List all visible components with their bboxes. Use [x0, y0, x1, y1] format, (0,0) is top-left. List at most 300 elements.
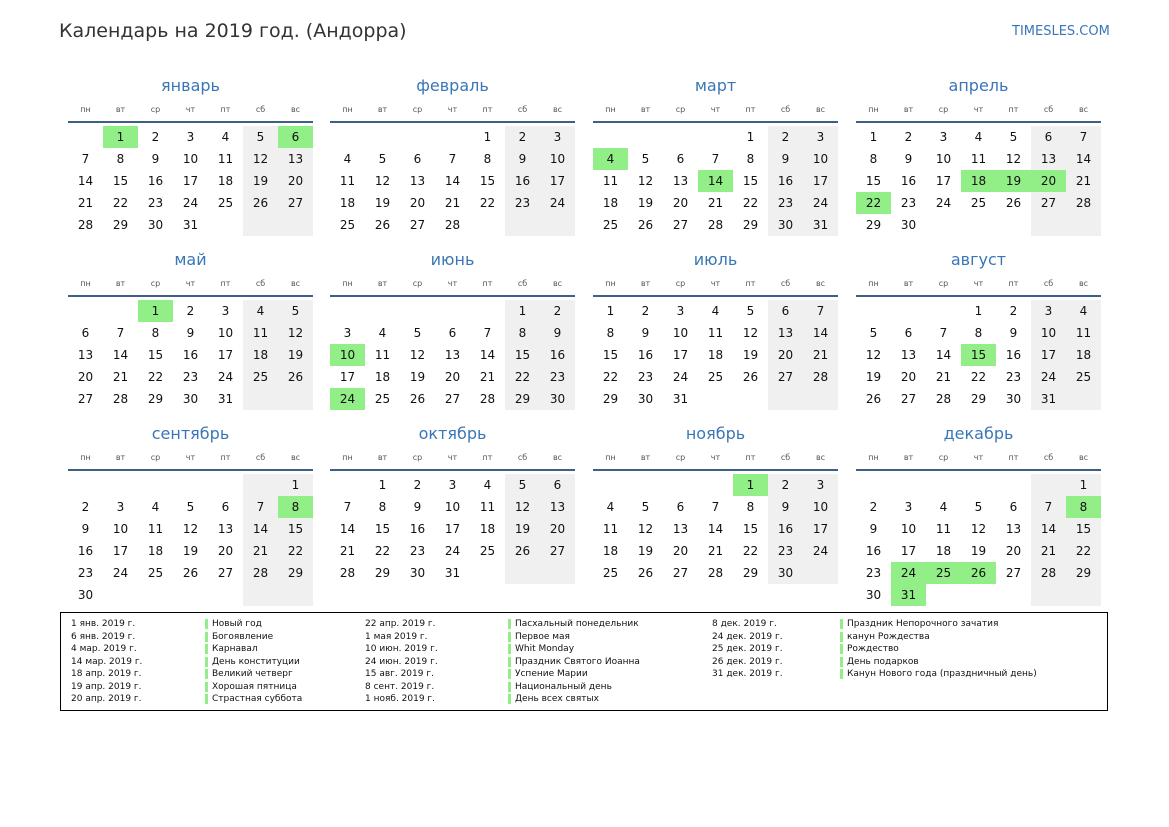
weekday-label: чт [973, 105, 984, 114]
day-cell: 17 [112, 544, 129, 558]
day-cell: 11 [374, 348, 391, 362]
day-cell: 1 [505, 300, 540, 322]
day-cell: 6 [540, 474, 575, 496]
weekday-label: ср [412, 279, 423, 288]
day-cell: 18 [707, 348, 724, 362]
weekday-label: пн [605, 105, 616, 114]
day-cell: 17 [540, 170, 575, 192]
weekday-label: вс [290, 279, 301, 288]
day-cell: 29 [1066, 562, 1101, 584]
day-cell: 2 [904, 130, 913, 144]
day-cell: 13 [278, 148, 313, 170]
day-cell: 27 [1005, 566, 1022, 580]
day-cell: 9 [81, 522, 90, 536]
day-cell: 29 [970, 392, 987, 406]
day-cell: 28 [112, 392, 129, 406]
day-cell: 21 [707, 544, 724, 558]
day-cell: 9 [641, 326, 650, 340]
day-cell: 10 [803, 148, 838, 170]
day-cell: 7 [81, 152, 90, 166]
legend-holiday-name: Рождество [840, 643, 1037, 656]
day-cell: 29 [505, 388, 540, 410]
day-cell: 15 [147, 348, 164, 362]
day-cell: 29 [865, 218, 882, 232]
weekday-header [856, 277, 1101, 291]
day-cell: 17 [217, 348, 234, 362]
month-divider [68, 469, 313, 471]
weekday-label: вс [290, 453, 301, 462]
weekday-label: вс [552, 453, 563, 462]
day-cell: 11 [147, 522, 164, 536]
day-cell: 23 [768, 540, 803, 562]
day-cell: 28 [243, 562, 278, 584]
day-cell: 26 [243, 192, 278, 214]
holiday-day-cell: 22 [856, 192, 891, 214]
weekday-label: пн [342, 453, 353, 462]
day-cell: 3 [186, 130, 195, 144]
day-cell: 19 [970, 544, 987, 558]
day-cell: 18 [147, 544, 164, 558]
day-cell: 21 [243, 540, 278, 562]
weekday-label: сб [780, 279, 791, 288]
day-cell: 9 [869, 522, 878, 536]
day-cell: 15 [1066, 518, 1101, 540]
day-cell: 7 [243, 496, 278, 518]
day-cell: 15 [278, 518, 313, 540]
day-cell: 4 [221, 130, 230, 144]
weekday-label: ср [938, 279, 949, 288]
day-cell: 28 [479, 392, 496, 406]
day-cell: 22 [1066, 540, 1101, 562]
day-cell: 28 [707, 566, 724, 580]
legend-date: 1 нояб. 2019 г. [365, 694, 436, 704]
day-cell: 29 [278, 562, 313, 584]
day-cell: 30 [540, 388, 575, 410]
weekday-label: пт [220, 105, 231, 114]
legend-date: 25 дек. 2019 г. [712, 644, 783, 654]
legend-holiday-name: Страстная суббота [205, 693, 302, 706]
day-cell: 20 [278, 170, 313, 192]
day-cell: 12 [1005, 152, 1022, 166]
day-cell: 5 [413, 326, 422, 340]
day-cell: 10 [217, 326, 234, 340]
day-cell: 28 [444, 218, 461, 232]
day-cell: 14 [77, 174, 94, 188]
day-cell: 28 [1066, 192, 1101, 214]
day-cell: 31 [1031, 388, 1066, 410]
day-cell: 21 [935, 370, 952, 384]
day-cell: 10 [540, 148, 575, 170]
day-cell: 12 [970, 522, 987, 536]
day-cell: 20 [444, 370, 461, 384]
day-cell: 31 [182, 218, 199, 232]
weekday-label: чт [710, 279, 721, 288]
day-cell: 4 [483, 478, 492, 492]
day-cell: 2 [768, 474, 803, 496]
day-cell: 8 [378, 500, 387, 514]
day-cell: 1 [278, 474, 313, 496]
day-cell: 25 [602, 566, 619, 580]
weekend-cell [1066, 214, 1101, 236]
day-cell: 19 [374, 196, 391, 210]
day-cell: 15 [742, 174, 759, 188]
day-cell: 25 [1066, 366, 1101, 388]
day-cell: 5 [641, 152, 650, 166]
day-cell: 12 [505, 496, 540, 518]
month-title: сентябрь [151, 424, 230, 443]
holiday-day-cell: 10 [330, 344, 365, 366]
day-cell: 17 [672, 348, 689, 362]
day-cell: 26 [374, 218, 391, 232]
month-divider [856, 121, 1101, 123]
month-title: июнь [430, 250, 475, 269]
day-cell: 10 [935, 152, 952, 166]
weekday-label: ср [150, 453, 161, 462]
weekday-label: пт [1008, 453, 1019, 462]
weekday-label: ср [938, 105, 949, 114]
month-divider [68, 121, 313, 123]
legend-holiday-name: Национальный день [508, 681, 640, 694]
day-cell: 13 [1005, 522, 1022, 536]
day-cell: 7 [483, 326, 492, 340]
day-cell: 20 [77, 370, 94, 384]
day-cell: 1 [378, 478, 387, 492]
day-cell: 20 [1005, 544, 1022, 558]
day-cell: 26 [505, 540, 540, 562]
day-cell: 29 [602, 392, 619, 406]
day-cell: 16 [1005, 348, 1022, 362]
day-cell: 3 [803, 474, 838, 496]
holiday-day-cell: 26 [961, 562, 996, 584]
day-cell: 24 [182, 196, 199, 210]
day-cell: 22 [374, 544, 391, 558]
day-cell: 4 [243, 300, 278, 322]
day-cell: 5 [278, 300, 313, 322]
day-cell: 22 [505, 366, 540, 388]
day-cell: 21 [112, 370, 129, 384]
day-cell: 18 [1066, 344, 1101, 366]
day-cell: 12 [637, 174, 654, 188]
weekday-label: чт [447, 279, 458, 288]
day-cell: 27 [444, 392, 461, 406]
day-cell: 7 [343, 500, 352, 514]
day-cell: 27 [1031, 192, 1066, 214]
day-cell: 13 [900, 348, 917, 362]
legend-date: 4 мар. 2019 г. [71, 644, 137, 654]
day-cell: 4 [606, 500, 615, 514]
day-cell: 2 [869, 500, 878, 514]
day-cell: 25 [217, 196, 234, 210]
holiday-day-cell: 31 [891, 584, 926, 606]
day-cell: 27 [217, 566, 234, 580]
month-title: февраль [416, 76, 489, 95]
day-cell: 6 [768, 300, 803, 322]
day-cell: 27 [77, 392, 94, 406]
day-cell: 23 [865, 566, 882, 580]
day-cell: 10 [444, 500, 461, 514]
weekday-label: пт [220, 453, 231, 462]
day-cell: 6 [904, 326, 913, 340]
day-cell: 25 [970, 196, 987, 210]
day-cell: 4 [939, 500, 948, 514]
weekend-cell [278, 584, 313, 606]
weekday-label: чт [973, 453, 984, 462]
day-cell: 6 [221, 500, 230, 514]
day-cell: 30 [409, 566, 426, 580]
day-cell: 29 [742, 218, 759, 232]
weekday-label: вс [1078, 105, 1089, 114]
holiday-day-cell: 6 [278, 126, 313, 148]
legend-holiday-name: Богоявление [205, 631, 302, 644]
legend-holiday-name: Праздник Непорочного зачатия [840, 618, 1037, 631]
day-cell: 24 [1031, 366, 1066, 388]
weekday-label: сб [1043, 279, 1054, 288]
day-cell: 28 [935, 392, 952, 406]
legend-holiday-name: Великий четверг [205, 668, 302, 681]
weekday-header [68, 277, 313, 291]
day-cell: 28 [803, 366, 838, 388]
day-cell: 5 [641, 500, 650, 514]
weekend-cell [803, 562, 838, 584]
holiday-day-cell: 15 [961, 344, 996, 366]
month-title: ноябрь [685, 424, 746, 443]
day-cell: 21 [444, 196, 461, 210]
month-title: январь [161, 76, 220, 95]
legend-holiday-name: День подарков [840, 656, 1037, 669]
day-cell: 6 [1031, 126, 1066, 148]
day-cell: 11 [707, 326, 724, 340]
day-cell: 2 [186, 304, 195, 318]
day-cell: 4 [1066, 300, 1101, 322]
day-cell: 23 [900, 196, 917, 210]
month-title: июль [693, 250, 738, 269]
day-cell: 16 [409, 522, 426, 536]
day-cell: 10 [900, 522, 917, 536]
day-cell: 30 [768, 562, 803, 584]
legend-date: 24 дек. 2019 г. [712, 631, 783, 642]
day-cell: 31 [672, 392, 689, 406]
weekend-cell [243, 388, 278, 410]
weekday-header [68, 451, 313, 465]
weekday-label: чт [447, 453, 458, 462]
day-cell: 17 [182, 174, 199, 188]
day-cell: 26 [637, 566, 654, 580]
day-cell: 16 [540, 344, 575, 366]
holiday-day-cell: 25 [926, 562, 961, 584]
weekday-header [856, 451, 1101, 465]
day-cell: 19 [865, 370, 882, 384]
day-cell: 12 [374, 174, 391, 188]
day-cell: 22 [970, 370, 987, 384]
weekday-label: вт [377, 105, 388, 114]
legend-dates-column [71, 618, 142, 706]
day-cell: 18 [602, 544, 619, 558]
day-cell: 17 [803, 170, 838, 192]
weekday-label: пн [868, 453, 879, 462]
day-cell: 17 [935, 174, 952, 188]
legend-holiday-name: День всех святых [508, 693, 640, 706]
day-cell: 13 [409, 174, 426, 188]
day-cell: 9 [904, 152, 913, 166]
weekday-header [856, 103, 1101, 117]
day-cell: 11 [217, 152, 234, 166]
day-cell: 8 [151, 326, 160, 340]
day-cell: 24 [803, 192, 838, 214]
day-cell: 19 [637, 544, 654, 558]
legend-holiday-name: Первое мая [508, 631, 640, 644]
day-cell: 6 [413, 152, 422, 166]
weekday-header [68, 103, 313, 117]
day-cell: 11 [935, 522, 952, 536]
legend-date: 6 янв. 2019 г. [71, 631, 136, 642]
day-cell: 9 [413, 500, 422, 514]
weekday-label: ср [412, 453, 423, 462]
day-cell: 21 [803, 344, 838, 366]
day-cell: 23 [505, 192, 540, 214]
holiday-day-cell: 14 [698, 170, 733, 192]
weekday-label: вт [377, 453, 388, 462]
weekday-label: вт [377, 279, 388, 288]
day-cell: 27 [540, 540, 575, 562]
weekday-label: пт [482, 279, 493, 288]
weekday-label: пн [80, 279, 91, 288]
month-divider [330, 121, 575, 123]
weekday-label: пт [220, 279, 231, 288]
day-cell: 26 [1005, 196, 1022, 210]
holiday-day-cell: 24 [330, 388, 365, 410]
day-cell: 8 [116, 152, 125, 166]
day-cell: 22 [147, 370, 164, 384]
day-cell: 11 [339, 174, 356, 188]
month-divider [330, 295, 575, 297]
day-cell: 19 [742, 348, 759, 362]
day-cell: 16 [77, 544, 94, 558]
day-cell: 5 [974, 500, 983, 514]
day-cell: 27 [672, 566, 689, 580]
day-cell: 1 [746, 130, 755, 144]
day-cell: 8 [505, 322, 540, 344]
day-cell: 9 [768, 496, 803, 518]
weekend-cell [243, 474, 278, 496]
day-cell: 8 [746, 152, 755, 166]
day-cell: 23 [182, 370, 199, 384]
weekend-cell [278, 214, 313, 236]
month-title: май [174, 250, 207, 269]
weekday-label: чт [710, 105, 721, 114]
day-cell: 1 [606, 304, 615, 318]
day-cell: 11 [602, 522, 619, 536]
day-cell: 22 [112, 196, 129, 210]
holiday-day-cell: 4 [593, 148, 628, 170]
weekday-label: пн [605, 279, 616, 288]
day-cell: 9 [768, 148, 803, 170]
holiday-day-cell: 19 [996, 170, 1031, 192]
weekday-label: чт [710, 453, 721, 462]
weekday-label: пн [342, 279, 353, 288]
day-cell: 30 [182, 392, 199, 406]
day-cell: 5 [746, 304, 755, 318]
day-cell: 5 [186, 500, 195, 514]
day-cell: 28 [77, 218, 94, 232]
weekday-label: сб [517, 105, 528, 114]
day-cell: 17 [900, 544, 917, 558]
weekend-cell [1066, 388, 1101, 410]
day-cell: 16 [182, 348, 199, 362]
day-cell: 24 [217, 370, 234, 384]
month-divider [593, 121, 838, 123]
weekday-label: вт [640, 105, 651, 114]
weekday-label: сб [517, 453, 528, 462]
day-cell: 5 [505, 474, 540, 496]
day-cell: 10 [112, 522, 129, 536]
day-cell: 2 [151, 130, 160, 144]
holiday-day-cell: 20 [1031, 170, 1066, 192]
day-cell: 26 [278, 366, 313, 388]
legend-date: 1 мая 2019 г. [365, 631, 428, 642]
day-cell: 29 [374, 566, 391, 580]
day-cell: 31 [217, 392, 234, 406]
weekday-label: вт [640, 279, 651, 288]
legend-holiday-name: Праздник Святого Иоанна [508, 656, 640, 669]
legend-holiday-name: Новый год [205, 618, 302, 631]
day-cell: 21 [1066, 170, 1101, 192]
day-cell: 11 [970, 152, 987, 166]
day-cell: 13 [672, 522, 689, 536]
weekday-label: пн [80, 453, 91, 462]
day-cell: 15 [505, 344, 540, 366]
day-cell: 7 [939, 326, 948, 340]
day-cell: 27 [409, 218, 426, 232]
day-cell: 14 [479, 348, 496, 362]
day-cell: 2 [413, 478, 422, 492]
day-cell: 16 [865, 544, 882, 558]
day-cell: 27 [672, 218, 689, 232]
day-cell: 15 [865, 174, 882, 188]
weekday-label: сб [255, 453, 266, 462]
weekday-label: чт [447, 105, 458, 114]
day-cell: 21 [479, 370, 496, 384]
weekday-label: вт [115, 453, 126, 462]
weekday-label: пн [342, 105, 353, 114]
day-cell: 8 [869, 152, 878, 166]
day-cell: 20 [409, 196, 426, 210]
weekday-label: пн [605, 453, 616, 462]
month-divider [856, 469, 1101, 471]
weekday-label: вт [903, 279, 914, 288]
day-cell: 26 [637, 218, 654, 232]
day-cell: 3 [116, 500, 125, 514]
month-divider [330, 469, 575, 471]
day-cell: 3 [803, 126, 838, 148]
weekend-cell [1031, 214, 1066, 236]
legend-date: 18 апр. 2019 г. [71, 669, 142, 679]
site-link[interactable]: TIMESLES.COM [1012, 24, 1110, 39]
weekday-header [330, 451, 575, 465]
holiday-day-cell: 8 [1066, 496, 1101, 518]
day-cell: 12 [182, 522, 199, 536]
day-cell: 2 [1009, 304, 1018, 318]
weekday-label: вс [1078, 453, 1089, 462]
day-cell: 25 [243, 366, 278, 388]
day-cell: 7 [116, 326, 125, 340]
holiday-day-cell: 8 [278, 496, 313, 518]
day-cell: 8 [746, 500, 755, 514]
weekday-label: чт [185, 105, 196, 114]
weekday-label: ср [675, 105, 686, 114]
day-cell: 24 [803, 540, 838, 562]
day-cell: 18 [602, 196, 619, 210]
day-cell: 18 [339, 196, 356, 210]
